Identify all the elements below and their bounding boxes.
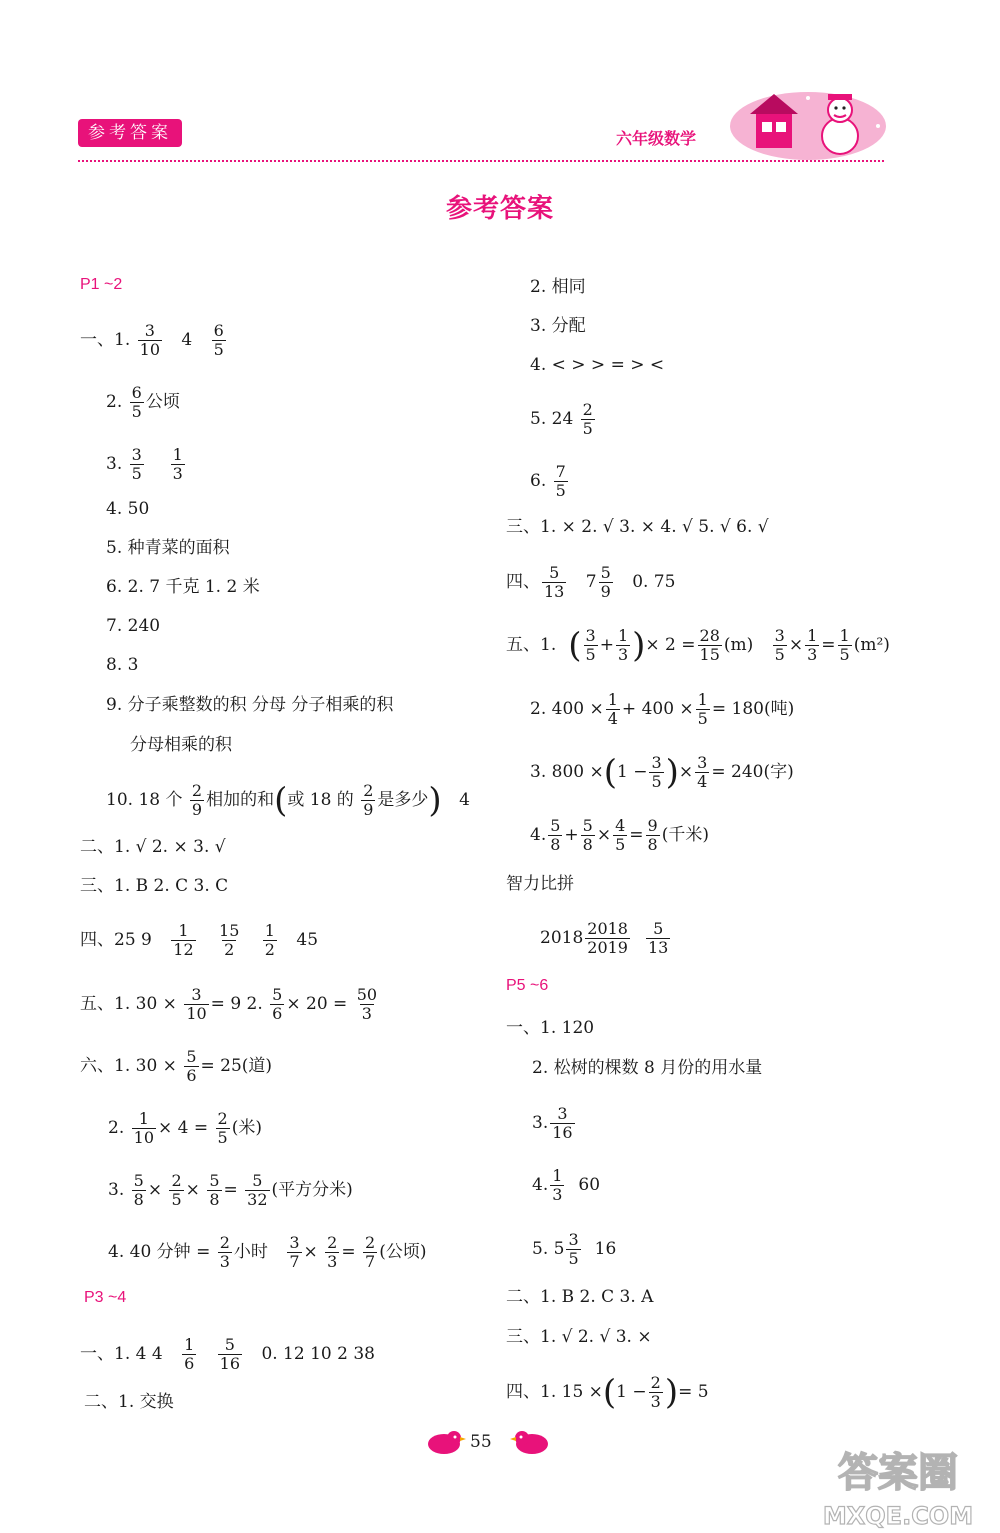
watermark-bottom: MXQE.COM [822,1502,974,1530]
answer-line: 五、1. 30 × $\frac{3}{10}$ = 9 2. $\frac{5}{6}$ × 20 = $\frac{50}{3}$ [80,985,378,1023]
fraction: $\frac{5}{8}$ [550,816,561,854]
fraction: $\frac{1}{2}$ [264,921,275,959]
answer-line: 一、1. 120 [506,1018,595,1038]
fraction: $\frac{1}{4}$ [607,690,618,728]
fraction: $\frac{3}{5}$ [568,1230,579,1268]
answer-line: 三、1. × 2. √ 3. × 4. √ 5. √ 6. √ [506,517,769,537]
fraction: $\frac{5}{13}$ [647,919,669,957]
answer-line: 二、1. 交换 [84,1392,174,1412]
fraction: $\frac{3}{10}$ [139,321,160,359]
fraction: $\frac{3}{4}$ [697,753,708,791]
header-divider [78,160,884,162]
header-badge: 参考答案 [78,119,182,147]
answer-line: 四、 $\frac{5}{13}$ 7 $\frac{5}{9}$ 0. 75 [506,563,676,601]
answer-line: 二、1. B 2. C 3. A [506,1287,654,1307]
fraction: $\frac{5}{9}$ [600,563,611,601]
answer-line: 2. 400 × $\frac{1}{4}$ + 400 × $\frac{1}{5}$ = 180(吨) [530,690,795,728]
fraction: $\frac{1}{5}$ [839,626,850,664]
fraction: $\frac{2}{7}$ [365,1233,376,1271]
fraction: $\frac{2}{5}$ [217,1109,228,1147]
fraction: $\frac{28}{15}$ [699,626,720,664]
fraction: $\frac{2}{9}$ [191,781,203,819]
watermark-logo [808,1440,988,1530]
answer-line: 5. 24 $\frac{2}{5}$ [530,400,593,438]
fraction: $\frac{1}{12}$ [173,921,194,959]
fraction: $\frac{2}{5}$ [582,400,593,438]
fraction: $\frac{1}{3}$ [617,626,629,664]
bird-icon [424,1428,466,1456]
answer-line: 四、25 9 $\frac{1}{12}$ $\frac{15}{2}$ $\frac{1}{2}$ 45 [80,921,319,959]
answer-line: 10. 18 个 $\frac{2}{9}$ 相加的和(或 18 的 $\frac{2}{9}$ 是多少) 4 [106,780,470,821]
fraction: $\frac{3}{16}$ [552,1104,573,1142]
section-label-zhili: 智力比拼 [506,874,574,894]
answer-line: 一、1. 4 4 $\frac{1}{6}$ $\frac{5}{16}$ 0. 12 10 2 38 [80,1335,375,1373]
answer-line: 2. $\frac{1}{10}$ × 4 = $\frac{2}{5}$ (米) [108,1109,262,1147]
answer-line: 3. $\frac{3}{16}$ [532,1104,573,1142]
fraction: $\frac{50}{3}$ [356,985,378,1023]
section-label-p5-6: P5 ~6 [506,977,549,994]
answer-line: 3. 分配 [530,316,586,336]
answer-line: 6. 2. 7 千克 1. 2 米 [106,577,260,597]
answer-line: 一、1. $\frac{3}{10}$ 4 $\frac{6}{5}$ [80,321,224,359]
answer-line: 7. 240 [106,616,161,636]
fraction: $\frac{3}{5}$ [774,626,785,664]
answer-line: 三、1. √ 2. √ 3. × [506,1327,652,1347]
header-grade: 六年级数学 [616,129,697,148]
answer-line: 6. $\frac{7}{5}$ [530,462,566,500]
fraction: $\frac{3}{7}$ [289,1233,300,1271]
answer-line: 五、1. ( $\frac{3}{5}$ + $\frac{1}{3}$ )× 2 = $\frac{28}{15}$ (m) $\frac{3}{5}$ × $\frac{1}{3}$ = $\frac{1}{5}$ (m²) [506,625,890,666]
answer-line: 3. $\frac{5}{8}$ × $\frac{2}{5}$ × $\frac{5}{8}$ = $\frac{5}{32}$ (平方分米) [108,1171,353,1209]
answer-line: 4. $\frac{5}{8}$ + $\frac{5}{8}$ × $\frac{4}{5}$ = $\frac{9}{8}$ (千米) [530,816,709,854]
fraction: $\frac{5}{16}$ [219,1335,241,1373]
fraction: $\frac{1}{3}$ [172,445,183,483]
answer-line: 三、1. B 2. C 3. C [80,876,229,896]
answer-line: 分母相乘的积 [130,735,232,755]
bird-icon [510,1428,552,1456]
answer-line: 3. $\frac{3}{5}$ $\frac{1}{3}$ [106,445,183,483]
answer-line: 4. 40 分钟 = $\frac{2}{3}$ 小时 $\frac{3}{7}$ × $\frac{2}{3}$ = $\frac{2}{7}$ (公顷) [108,1233,427,1271]
fraction: $\frac{2}{5}$ [171,1171,182,1209]
fraction: $\frac{6}{5}$ [213,321,224,359]
fraction: $\frac{1}{6}$ [184,1335,195,1373]
fraction: $\frac{3}{5}$ [651,753,662,791]
answer-line: 四、1. 15 ×(1 − $\frac{2}{3}$ )= 5 [506,1372,709,1413]
fraction: $\frac{5}{8}$ [582,816,593,854]
fraction: $\frac{1}{10}$ [133,1109,154,1147]
fraction: $\frac{2}{9}$ [363,781,374,819]
fraction: $\frac{5}{6}$ [186,1047,197,1085]
answer-line: 六、1. 30 × $\frac{5}{6}$ = 25(道) [80,1047,273,1085]
fraction: $\frac{2}{3}$ [219,1233,230,1271]
answer-line: 5. 5 $\frac{3}{5}$ 16 [532,1230,617,1268]
answer-line: 2018 $\frac{2018}{2019}$ $\frac{5}{13}$ [540,919,669,957]
answer-line: 4. < > > = > < [530,355,665,375]
fraction: $\frac{3}{10}$ [186,985,207,1023]
watermark-top: 答案圈 [838,1450,958,1496]
answer-line: 8. 3 [106,655,139,675]
answer-line: 2. $\frac{6}{5}$ 公顷 [106,383,180,421]
section-label-p1-2: P1 ~2 [80,276,123,293]
fraction: $\frac{5}{13}$ [544,563,565,601]
fraction: $\frac{3}{5}$ [585,626,596,664]
fraction: $\frac{1}{5}$ [697,690,708,728]
fraction: $\frac{5}{8}$ [209,1171,220,1209]
answer-line: 2. 松树的棵数 8 月份的用水量 [532,1058,763,1078]
fraction: $\frac{2}{3}$ [327,1233,338,1271]
fraction: $\frac{1}{3}$ [807,626,818,664]
page-title: 参考答案 [445,194,554,224]
fraction: $\frac{5}{8}$ [133,1171,144,1209]
fraction: $\frac{15}{2}$ [219,921,240,959]
page-number: 55 [470,1432,492,1452]
answer-line: 3. 800 ×(1 − $\frac{3}{5}$ )× $\frac{3}{4}$ = 240(字) [530,752,794,793]
fraction: $\frac{2018}{2019}$ [587,919,628,957]
answer-line: 4. 50 [106,499,150,519]
fraction: $\frac{5}{6}$ [272,985,283,1023]
fraction: $\frac{5}{32}$ [247,1171,268,1209]
fraction: $\frac{2}{3}$ [650,1373,661,1411]
fraction: $\frac{6}{5}$ [131,383,142,421]
answer-line: 二、1. √ 2. × 3. √ [80,837,226,857]
fraction: $\frac{3}{5}$ [131,445,142,483]
snowman-illustration [728,86,888,160]
answer-line: 5. 种青菜的面积 [106,538,230,558]
fraction: $\frac{9}{8}$ [647,816,658,854]
answer-line: 2. 相同 [530,277,586,297]
fraction: $\frac{7}{5}$ [555,462,566,500]
fraction: $\frac{1}{3}$ [552,1166,563,1204]
fraction: $\frac{4}{5}$ [615,816,626,854]
answer-line: 4. $\frac{1}{3}$ 60 [532,1166,601,1204]
section-label-p3-4: P3 ~4 [84,1289,127,1306]
answer-line: 9. 分子乘整数的积 分母 分子相乘的积 [106,695,394,715]
